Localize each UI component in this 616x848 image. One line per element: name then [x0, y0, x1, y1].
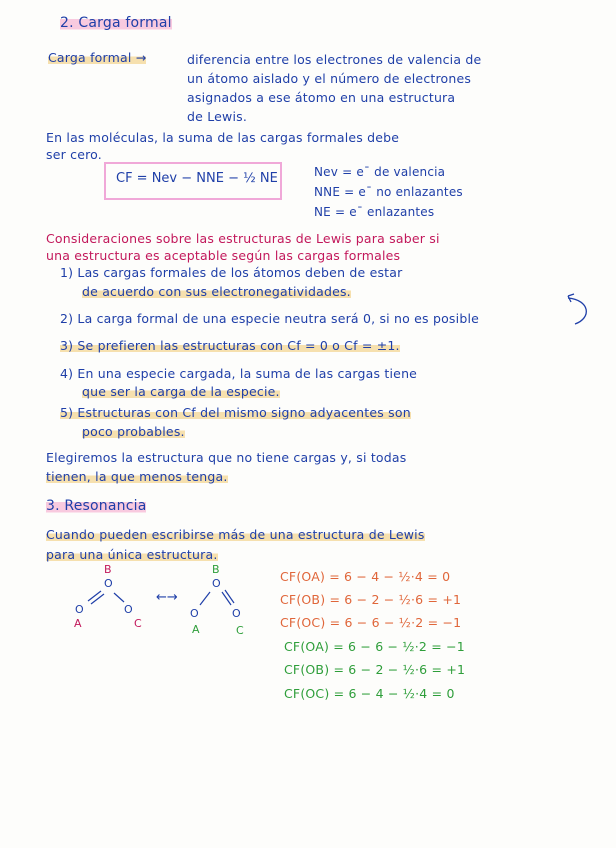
structure-1-label-c: C: [134, 617, 142, 630]
definition-line-2: un átomo aislado y el número de electrones: [187, 71, 472, 86]
definition-ne: NE = eˉ enlazantes: [314, 205, 435, 219]
structure-1-label-b: B: [104, 563, 112, 576]
consideration-item-5-line-2: poco probables.: [82, 424, 185, 439]
consideration-item-2: 2) La carga formal de una especie neutra será 0, si no es posible: [60, 311, 480, 326]
formal-charge-formula: CF = Nev − NNE − ½ NE: [116, 171, 278, 186]
definition-line-1: diferencia entre los electrones de valencia de: [187, 52, 482, 67]
resonance-arrow-icon: ←→: [156, 590, 178, 605]
structure-1-label-a: A: [74, 617, 82, 630]
cf-structure-1-oa: CF(OA) = 6 − 4 − ½·4 = 0: [280, 569, 451, 584]
structure-2-atom-c: O: [232, 607, 241, 620]
structure-2-atom-b: O: [212, 577, 221, 590]
definition-line-4: de Lewis.: [187, 109, 248, 124]
cf-structure-2-oa: CF(OA) = 6 − 6 − ½·2 = −1: [284, 639, 465, 654]
sum-rule-line-1: En las moléculas, la suma de las cargas formales debe: [46, 130, 400, 145]
structure-2-label-c: C: [236, 624, 244, 637]
sum-rule-line-2: ser cero.: [46, 147, 102, 162]
cf-structure-2-oc: CF(OC) = 6 − 4 − ½·4 = 0: [284, 686, 455, 701]
resonance-intro-line-2: para una única estructura.: [46, 547, 218, 562]
considerations-line-2: una estructura es aceptable según las cargas formales: [46, 248, 401, 263]
consideration-item-3: 3) Se prefieren las estructuras con Cf = 0 o Cf = ±1.: [60, 338, 400, 353]
section-2-heading: 2. Carga formal: [60, 15, 172, 31]
section-3-heading: 3. Resonancia: [46, 498, 147, 514]
carga-formal-term: Carga formal →: [48, 50, 147, 65]
consideration-item-4-line-2: que ser la carga de la especie.: [82, 384, 280, 399]
structure-1-atom-c: O: [124, 603, 133, 616]
conclusion-line-1: Elegiremos la estructura que no tiene cargas y, si todas: [46, 450, 407, 465]
structure-2-label-b: B: [212, 563, 220, 576]
consideration-item-1-line-1: 1) Las cargas formales de los átomos deben de estar: [60, 265, 403, 280]
structure-2-label-a: A: [192, 623, 200, 636]
cf-structure-1-oc: CF(OC) = 6 − 6 − ½·2 = −1: [280, 615, 462, 630]
considerations-line-1: Consideraciones sobre las estructuras de Lewis para saber si: [46, 231, 440, 246]
definition-line-3: asignados a ese átomo en una estructura: [187, 90, 456, 105]
definition-nev: Nev = eˉ de valencia: [314, 165, 446, 179]
cf-structure-1-ob: CF(OB) = 6 − 2 − ½·6 = +1: [280, 592, 462, 607]
cf-structure-2-ob: CF(OB) = 6 − 2 − ½·6 = +1: [284, 662, 466, 677]
structure-1-atom-a: O: [75, 603, 84, 616]
structure-1-atom-b: O: [104, 577, 113, 590]
definition-nne: NNE = eˉ no enlazantes: [314, 185, 463, 199]
resonance-intro-line-1: Cuando pueden escribirse más de una estructura de Lewis: [46, 527, 425, 542]
conclusion-line-2: tienen, la que menos tenga.: [46, 469, 228, 484]
consideration-item-4-line-1: 4) En una especie cargada, la suma de las cargas tiene: [60, 366, 418, 381]
consideration-item-1-line-2: de acuerdo con sus electronegatividades.: [82, 284, 351, 299]
consideration-item-5-line-1: 5) Estructuras con Cf del mismo signo adyacentes son: [60, 405, 411, 420]
structure-2-atom-a: O: [190, 607, 199, 620]
